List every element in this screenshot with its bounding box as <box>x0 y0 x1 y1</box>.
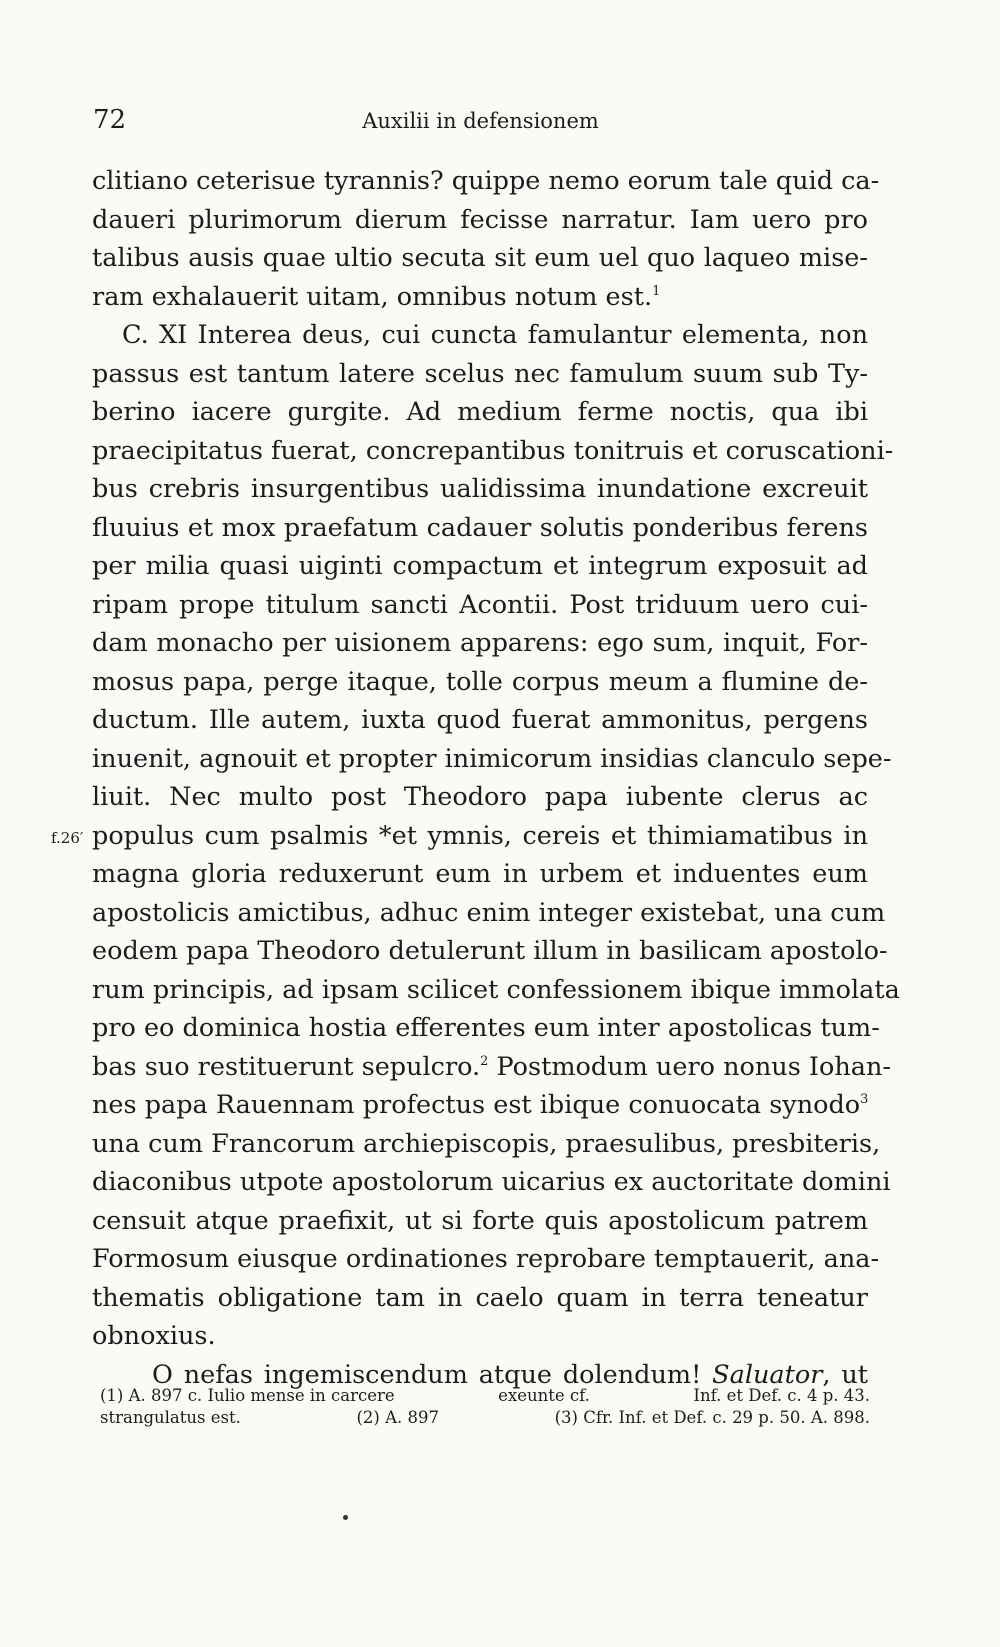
text-line: mosus papa, perge itaque, tolle corpus meum a flumine de- <box>92 666 868 697</box>
text-line: ripam prope titulum sancti Acontii. Post triduum uero cui- <box>92 589 868 620</box>
text-line: obnoxius. <box>92 1321 216 1351</box>
text-line: eodem papa Theodoro detulerunt illum in basilicam apostolo- <box>92 936 888 966</box>
footnotes <box>100 1385 870 1429</box>
text-line: talibus ausis quae ultio secuta sit eum uel quo laqueo mise- <box>92 243 868 273</box>
folio-margin-note: f.26′ <box>51 829 84 847</box>
text-line-tail: , ut <box>822 1359 868 1390</box>
running-title: Auxilii in defensionem <box>362 109 599 133</box>
footnote-mark: 1 <box>652 283 661 299</box>
text-line-content: nes papa Rauennam profectus est ibique conuocata synodo <box>92 1090 861 1120</box>
footnote-part: Inf. et Def. c. 4 p. 43. <box>693 1386 870 1405</box>
text-line: populus cum psalmis *et ymnis, cereis et thimiamatibus in <box>92 820 868 851</box>
footnote-line <box>100 1385 870 1407</box>
footnote-part: (1) A. 897 c. Iulio mense in carcere <box>100 1386 395 1405</box>
page-number: 72 <box>93 105 127 135</box>
text-line: berino iacere gurgite. Ad medium ferme noctis, qua ibi <box>92 397 868 427</box>
footnote-part: exeunte cf. <box>498 1386 590 1405</box>
text-line <box>92 1086 868 1125</box>
text-line: ductum. Ille autem, iuxta quod fuerat ammonitus, pergens <box>92 705 868 735</box>
text-line-content: bas suo restituerunt sepulcro. <box>92 1051 481 1082</box>
footnote-mark: 2 <box>480 1053 489 1069</box>
text-line: Formosum eiusque ordinationes reprobare temptauerit, ana- <box>92 1244 880 1274</box>
text-line <box>92 278 868 317</box>
footnote-part: strangulatus est. <box>100 1408 241 1427</box>
text-line: pro eo dominica hostia efferentes eum inter apostolicas tum- <box>92 1013 880 1043</box>
text-line: una cum Francorum archiepiscopis, praesulibus, presbiteris, <box>92 1128 881 1159</box>
text-line: dam monacho per uisionem apparens: ego sum, inquit, For- <box>92 628 868 658</box>
text-line: thematis obligatione tam in caelo quam in terra teneatur <box>92 1282 868 1313</box>
footnote-line <box>100 1407 870 1429</box>
footnote-part: (3) Cfr. Inf. et Def. c. 29 p. 50. A. 898. <box>554 1408 870 1427</box>
chapter-line: C. XI Interea deus, cui cuncta famulantur elementa, non <box>122 320 868 350</box>
text-line: censuit atque praefixit, ut si forte quis apostolicum patrem <box>92 1205 868 1236</box>
text-line: apostolicis amictibus, adhuc enim integer existebat, una cum <box>92 897 886 928</box>
text-line: clitiano ceterisue tyrannis? quippe nemo eorum tale quid ca- <box>92 166 880 196</box>
text-line: passus est tantum latere scelus nec famulum suum sub Ty- <box>92 358 868 389</box>
text-line: bus crebris insurgentibus ualidissima inundatione excreuit <box>92 474 868 504</box>
text-line: inuenit, agnouit et propter inimicorum insidias clanculo sepe- <box>92 743 892 774</box>
text-line-content: ram exhalauerit uitam, omnibus notum est. <box>92 281 653 312</box>
page-header <box>93 105 868 141</box>
text-line: per milia quasi uiginti compactum et integrum exposuit ad <box>92 551 868 581</box>
text-line: magna gloria reduxerunt eum in urbem et induentes eum <box>92 859 868 889</box>
page-speck <box>343 1515 348 1520</box>
text-line <box>92 1048 891 1087</box>
text-line: fluuius et mox praefatum cadauer solutis ponderibus ferens <box>92 512 868 543</box>
text-line-tail: Postmodum uero nonus Iohan- <box>488 1051 891 1082</box>
text-line-content: O nefas ingemiscendum atque dolendum! <box>152 1359 702 1390</box>
text-line: diaconibus utpote apostolorum uicarius ex auctoritate domini <box>92 1167 891 1197</box>
text-line: daueri plurimorum dierum fecisse narratur. Iam uero pro <box>92 204 868 235</box>
body-text <box>92 162 900 1394</box>
text-line: rum principis, ad ipsam scilicet confessionem ibique immolata <box>92 974 900 1005</box>
footnote-part: (2) A. 897 <box>356 1408 439 1427</box>
italic-word: Saluator <box>712 1359 823 1390</box>
text-line: liuit. Nec multo post Theodoro papa iubente clerus ac <box>92 782 868 812</box>
text-line: praecipitatus fuerat, concrepantibus tonitruis et coruscationi- <box>92 435 894 466</box>
footnote-mark: 3 <box>860 1092 869 1107</box>
